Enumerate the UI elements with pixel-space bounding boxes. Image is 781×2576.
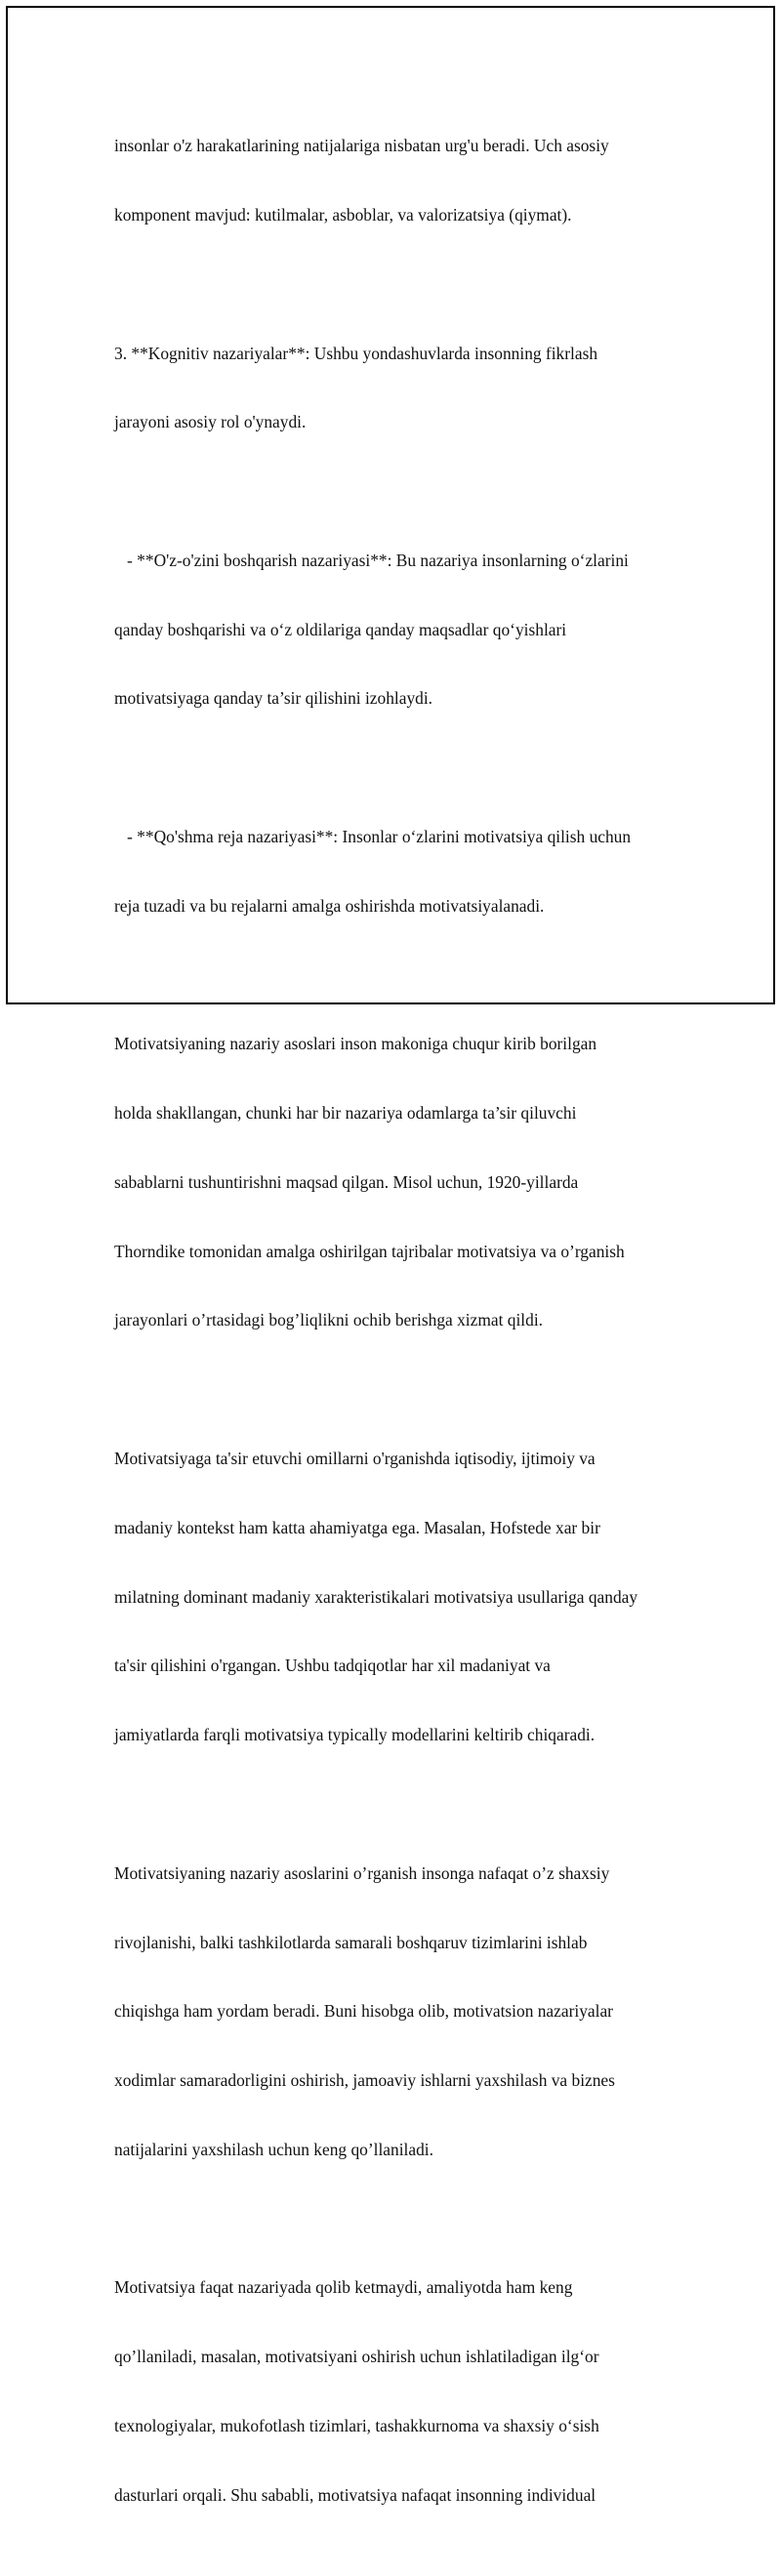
text-line: Motivatsiya faqat nazariyada qolib ketmaydi, amaliyotda ham keng: [114, 2277, 573, 2298]
paragraph-personal-development: [114, 1817, 700, 2208]
text-line: dasturlari orqali. Shu sababli, motivatsiya nafaqat insonning individual: [114, 2484, 596, 2505]
text-line: jarayoni asosiy rol o'ynaydi.: [114, 412, 307, 432]
text-line: sabablarni tushuntirishni maqsad qilgan. Misol uchun, 1920-yillarda: [114, 1171, 579, 1192]
text-line: jamiyatlarda farqli motivatsiya typically modellarini keltirib chiqaradi.: [114, 1725, 596, 1745]
text-line: chiqishga ham yordam beradi. Buni hisobga olib, motivatsion nazariyalar: [114, 2001, 613, 2022]
paragraph-theoretical-foundations: [114, 987, 700, 1378]
text-line: rivojlanishi, balki tashkilotlarda samarali boshqaruv tizimlarini ishlab: [114, 1932, 588, 1952]
text-line: Motivatsiyaning nazariy asoslari inson makoniga chuqur kirib borilgan: [114, 1034, 597, 1054]
text-line: - **O'z-o'zini boshqarish nazariyasi**: Bu nazariya insonlarning o‘zlarini: [114, 550, 629, 570]
text-line: xodimlar samaradorligini oshirish, jamoaviy ishlarni yaxshilash va biznes: [114, 2070, 615, 2091]
text-line: komponent mavjud: kutilmalar, asboblar, va valorizatsiya (qiymat).: [114, 204, 572, 225]
text-line: Thorndike tomonidan amalga oshirilgan tajribalar motivatsiya va o’rganish: [114, 1241, 625, 1261]
paragraph-joint-plan: [114, 780, 700, 964]
text-line: insonlar o'z harakatlarining natijalariga nisbatan urg'u beradi. Uch asosiy: [114, 136, 609, 156]
paragraph-cultural-context: [114, 1402, 700, 1793]
text-line: holda shakllangan, chunki har bir nazariya odamlarga ta’sir qiluvchi: [114, 1103, 577, 1124]
text-line: 3. **Kognitiv nazariyalar**: Ushbu yondashuvlarda insonning fikrlash: [114, 343, 598, 363]
paragraph-expectancy-summary: [114, 89, 700, 273]
text-line: ta'sir qilishini o'rgangan. Ushbu tadqiqotlar har xil madaniyat va: [114, 1656, 551, 1676]
paragraph-practical-application: [114, 2230, 700, 2553]
text-line: reja tuzadi va bu rejalarni amalga oshirishda motivatsiyalanadi.: [114, 895, 545, 916]
document-body: [114, 89, 700, 2576]
text-line: - **Qo'shma reja nazariyasi**: Insonlar o‘zlarini motivatsiya qilish uchun: [114, 827, 632, 846]
text-line: Motivatsiyaga ta'sir etuvchi omillarni o'rganishda iqtisodiy, ijtimoiy va: [114, 1449, 596, 1469]
text-line: qanday boshqarishi va o‘z oldilariga qanday maqsadlar qo‘yishlari: [114, 619, 567, 639]
text-line: milatning dominant madaniy xarakteristikalari motivatsiya usullariga qanday: [114, 1586, 638, 1607]
text-line: Motivatsiyaning nazariy asoslarini o’rganish insonga nafaqat o’z shaxsiy: [114, 1862, 610, 1883]
text-line: texnologiyalar, mukofotlash tizimlari, tashakkurnoma va shaxsiy o‘sish: [114, 2415, 599, 2435]
text-line: motivatsiyaga qanday ta’sir qilishini izohlaydi.: [114, 688, 433, 709]
paragraph-cognitive-theories: [114, 296, 700, 480]
text-line: qo’llaniladi, masalan, motivatsiyani oshirish uchun ishlatiladigan ilg‘or: [114, 2347, 599, 2367]
text-line: madaniy kontekst ham katta ahamiyatga ega. Masalan, Hofstede xar bir: [114, 1517, 600, 1537]
text-line: jarayonlari o’rtasidagi bog’liqlikni ochib berishga xizmat qildi.: [114, 1310, 544, 1330]
paragraph-self-regulation: [114, 504, 700, 757]
text-line: natijalarini yaxshilash uchun keng qo’llaniladi.: [114, 2139, 433, 2159]
